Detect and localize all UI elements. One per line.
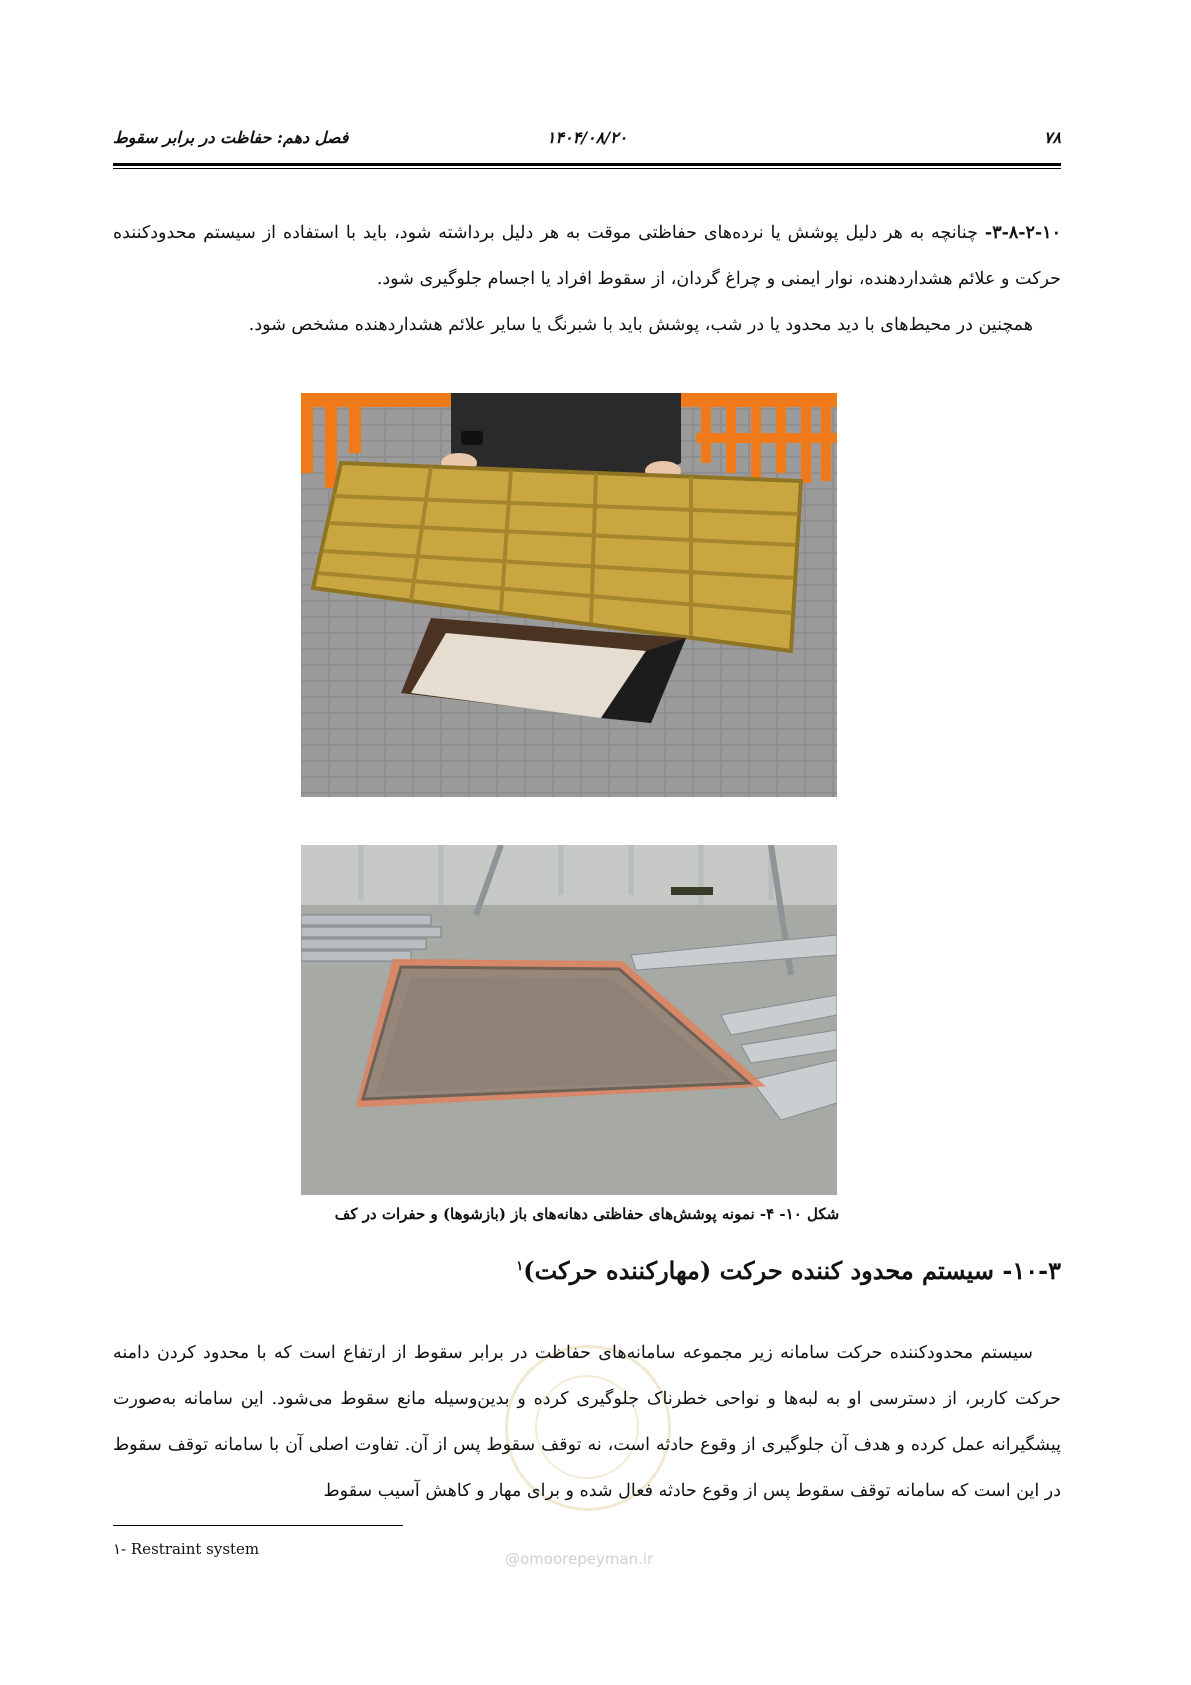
figure-caption: شکل ۱۰- ۴- نمونه پوشش‌های حفاظتی دهانه‌های باز (بازشوها) و حفرات در کف xyxy=(334,1205,840,1223)
paragraph-restraint-system xyxy=(113,1330,1061,1514)
section-heading xyxy=(113,1256,1061,1285)
photo-floor-opening-cover-lifted xyxy=(301,393,837,797)
paragraph-line: همچنین در محیط‌های با دید محدود یا در شب، پوشش باید با شبرنگ یا سایر علائم هشداردهنده مشخص شود. xyxy=(248,315,1033,335)
paragraph-line: سیستم محدودکننده حرکت سامانه زیر مجموعه سامانه‌های حفاظت در برابر سقوط از ارتفاع است که با محدود کردن xyxy=(157,1343,1033,1363)
section-number: ۳-۸-۲-۱۰- xyxy=(984,223,1061,243)
footnote-rule xyxy=(113,1525,403,1526)
photo-illustration xyxy=(301,845,837,1195)
section-heading-text: ۱۰-۳- سیستم محدود کننده حرکت (مهارکننده حرکت) xyxy=(523,1256,1061,1285)
chapter-title: فصل دهم: حفاظت در برابر سقوط xyxy=(113,128,349,147)
header-rule-thin xyxy=(113,168,1061,169)
paragraph-line: به‌صورت پیشگیرانه عمل کرده و هدف آن جلوگیری از وقوع حادثه است، نه توقف سقوط پس از آن. تفاوت اصلی آن با xyxy=(113,1389,1061,1455)
header-rule-thick xyxy=(113,163,1061,166)
paragraph-cover-removal xyxy=(113,210,1061,348)
paragraph-line: چنانچه به هر دلیل پوشش یا نرده‌های حفاظتی موقت به هر دلیل برداشته شود، باید با استفاده از xyxy=(262,223,985,243)
page-number: ۷۸ xyxy=(1043,128,1061,147)
photo-floor-plywood-cover xyxy=(301,845,837,1195)
header-date: ۱۴۰۴/۰۸/۲۰ xyxy=(546,128,628,147)
paragraph-line: سامانه توقف سقوط در این است که سامانه توقف سقوط پس از وقوع حادثه فعال شده و برای مهار و کاهش آسیب سقوط xyxy=(113,1435,1061,1501)
paragraph-line: سیستم محدودکننده حرکت و علائم هشداردهنده، نوار ایمنی و چراغ گردان، از سقوط افراد یا اجسام جلوگیری شود. xyxy=(113,223,1061,289)
footnote-marker: ۱ xyxy=(516,1259,524,1274)
photo-illustration xyxy=(301,393,837,797)
footnote: ۱- Restraint system xyxy=(113,1540,260,1558)
page-header xyxy=(113,128,1061,156)
watermark-text: @omoorepeyman.ir xyxy=(505,1550,654,1568)
paragraph-line: دامنه حرکت کاربر، از دسترسی او به لبه‌ها و نواحی خطرناک جلوگیری کرده و بدین‌وسیله مانع سقوط می‌شود. این سامانه xyxy=(113,1343,1061,1409)
